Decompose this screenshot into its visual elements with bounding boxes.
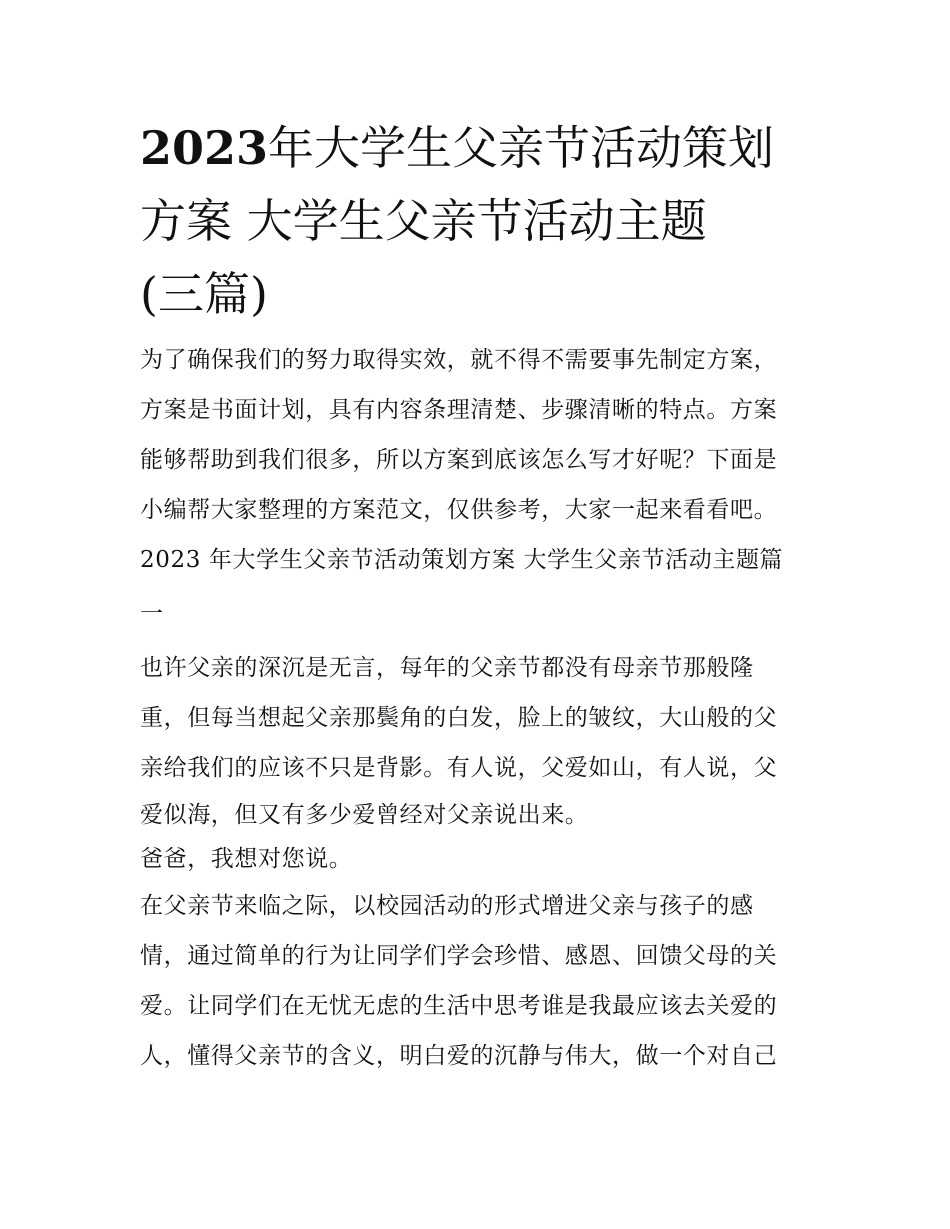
text-line: 方案是书面计划，具有内容条理清楚、步骤清晰的特点。方案 (140, 397, 778, 423)
text-line: 重，但每当想起父亲那鬓角的白发，脸上的皱纹，大山般的父 (140, 705, 778, 731)
text-line: 2023 年大学生父亲节活动策划方案 大学生父亲节活动主题篇 (140, 547, 784, 573)
text-line: 爱似海，但又有多少爱曾经对父亲说出来。 (140, 802, 589, 828)
document-title (140, 112, 815, 331)
title-text: 方案 大学生父亲节活动主题 (140, 194, 707, 248)
text-line: 亲给我们的应该不只是背影。有人说，父爱如山，有人说，父 (140, 755, 778, 781)
title-line (140, 112, 815, 185)
title-year: 2023 (140, 121, 269, 175)
title-text: 年大学生父亲节活动策划 (268, 121, 775, 175)
text-line: 也许父亲的深沉是无言，每年的父亲节都没有母亲节那般隆 (140, 655, 754, 681)
intro-paragraph (140, 335, 815, 535)
text-line: 能够帮助到我们很多，所以方案到底该怎么写才好呢？下面是 (140, 447, 778, 473)
text-line: 为了确保我们的努力取得实效，就不得不需要事先制定方案， (140, 347, 778, 373)
text-line: 在父亲节来临之际，以校园活动的形式增进父亲与孩子的感 (140, 893, 754, 919)
document-page (140, 112, 815, 1081)
document-body (140, 335, 815, 1081)
text-line: 人，懂得父亲节的含义，明白爱的沉静与伟大，做一个对自己 (140, 1043, 778, 1069)
text-line: 爸爸，我想对您说。 (140, 846, 353, 872)
paragraph-2 (140, 837, 815, 881)
paragraph-1 (140, 643, 815, 837)
text-line: 一 (140, 601, 164, 627)
text-line: 小编帮大家整理的方案范文，仅供参考，大家一起来看看吧。 (140, 497, 778, 523)
text-line: 情，通过简单的行为让同学们学会珍惜、感恩、回馈父母的关 (140, 943, 778, 969)
text-line: 爱。让同学们在无忧无虑的生活中思考谁是我最应该去关爱的 (140, 993, 778, 1019)
title-line (140, 185, 815, 258)
title-text: (三篇) (140, 267, 268, 321)
paragraph-3 (140, 881, 815, 1081)
section-heading (140, 535, 815, 643)
title-line (140, 258, 815, 331)
